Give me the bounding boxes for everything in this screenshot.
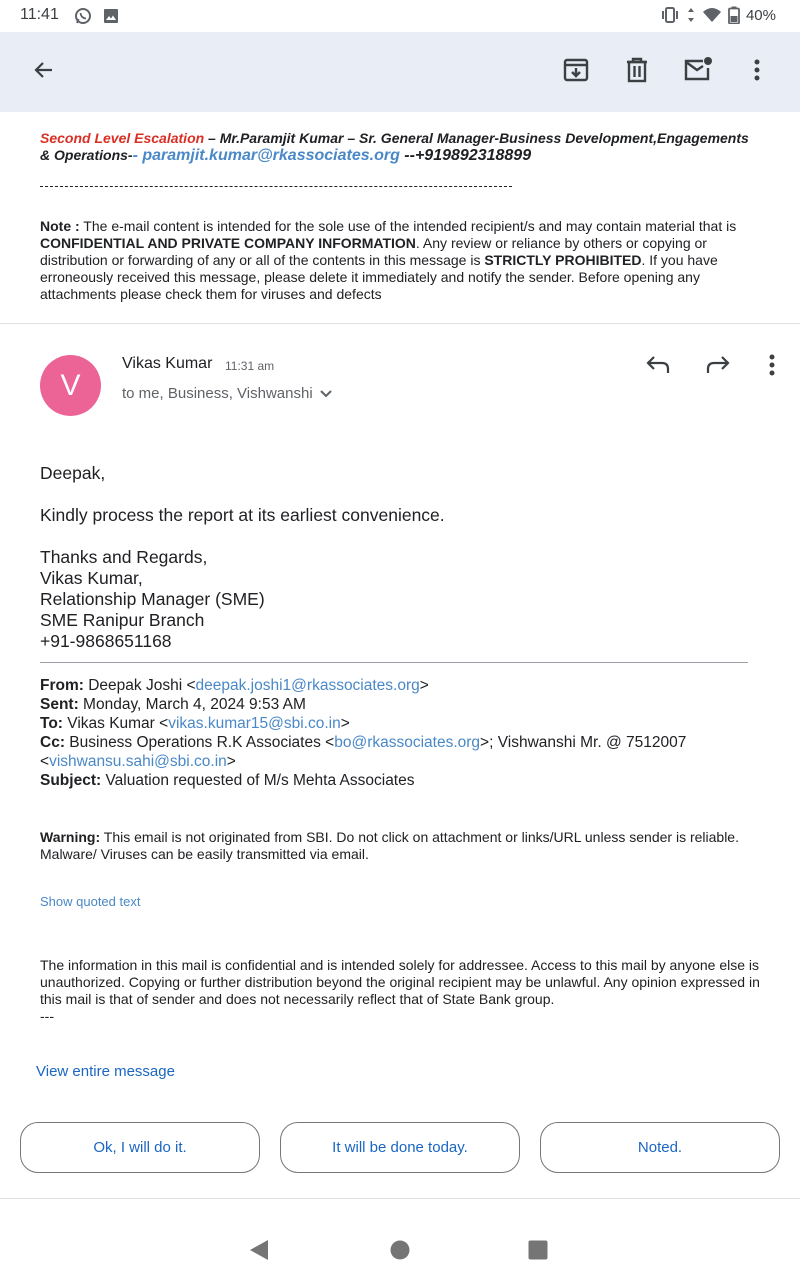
message-body [40, 463, 760, 652]
escalation-email-link[interactable]: paramjit.kumar@rkassociates.org [142, 147, 400, 164]
escalation-line [40, 130, 760, 164]
more-vert-icon [753, 58, 761, 82]
cc-email-link-2[interactable]: vishwansu.sahi@sbi.co.in [49, 753, 227, 770]
disclaimer [40, 957, 760, 1025]
navigation-bar [0, 1199, 800, 1280]
sent-line: Sent: Monday, March 4, 2024 9:53 AM [40, 696, 306, 713]
more-vert-icon [768, 353, 776, 377]
message-more-button[interactable] [752, 345, 792, 385]
forward-icon [705, 355, 731, 375]
vibrate-icon [660, 6, 680, 24]
message-time: 11:31 am [225, 359, 275, 373]
forward-divider [40, 662, 748, 663]
reply-button[interactable] [638, 345, 678, 385]
disclaimer-text: The information in this mail is confidential and is intended solely for addressee. Access to this mail by anyone else is unauthorized. Copying or further distribution beyond the original recipient may be unlawful. Any opinion expressed in this mail is that of sender and does not necessarily reflect that of State Bank group. [40, 957, 760, 1007]
to-email-link[interactable]: vikas.kumar15@sbi.co.in [168, 715, 341, 732]
recipients-toggle[interactable] [122, 385, 333, 402]
escalation-text: – Mr.Paramjit Kumar – Sr. General Manager-Business Development,Engagements & Operations- [40, 130, 749, 163]
delete-button[interactable] [617, 50, 657, 90]
confidentiality-note [40, 218, 760, 303]
signature-branch: SME Ranipur Branch [40, 610, 205, 630]
avatar[interactable]: V [40, 355, 101, 416]
to-line: To: Vikas Kumar <vikas.kumar15@sbi.co.in> [40, 715, 350, 732]
recents-square-icon[interactable] [527, 1239, 549, 1261]
note-text-2: . Any review or reliance by others or copying or distribution or forwarding of any or all of the contents in this message is [40, 235, 707, 268]
forwarded-header [40, 676, 760, 790]
data-arrows-icon [686, 6, 696, 24]
signature-title: Relationship Manager (SME) [40, 589, 265, 609]
wifi-icon [702, 6, 722, 24]
signature-name: Vikas Kumar, [40, 568, 143, 588]
back-arrow-icon [32, 58, 56, 82]
from-line: From: Deepak Joshi <deepak.joshi1@rkassociates.org> [40, 677, 429, 694]
battery-icon [728, 6, 740, 24]
show-quoted-text-link[interactable]: Show quoted text [40, 894, 141, 909]
archive-icon [563, 57, 589, 83]
image-icon [102, 7, 120, 25]
reply-icon [645, 355, 671, 375]
sbi-warning [40, 829, 770, 863]
note-label: Note : [40, 218, 80, 234]
status-bar [0, 0, 800, 32]
app-bar [0, 32, 800, 112]
mark-unread-icon [683, 57, 713, 83]
cc-email-link-1[interactable]: bo@rkassociates.org [334, 734, 481, 751]
subject-line: Subject: Valuation requested of M/s Mehta Associates [40, 772, 415, 789]
forward-button[interactable] [698, 345, 738, 385]
disclaimer-end: --- [40, 1008, 54, 1024]
note-text-1: The e-mail content is intended for the sole use of the intended recipient/s and may contain material that is [79, 218, 737, 234]
note-bold-1: CONFIDENTIAL AND PRIVATE COMPANY INFORMATION [40, 235, 416, 251]
more-options-button[interactable] [737, 50, 777, 90]
chevron-down-icon [319, 389, 333, 399]
view-entire-message-link[interactable]: View entire message [36, 1063, 175, 1080]
message-divider [0, 323, 800, 324]
dashed-divider [40, 186, 512, 187]
recipients-text: to me, Business, Vishwanshi [122, 385, 313, 402]
signature-phone: +91-9868651168 [40, 631, 172, 651]
smart-reply-2[interactable]: It will be done today. [280, 1122, 520, 1173]
archive-button[interactable] [556, 50, 596, 90]
whatsapp-icon [74, 7, 92, 25]
mark-unread-button[interactable] [678, 50, 718, 90]
escalation-label: Second Level Escalation [40, 130, 205, 146]
signature-line: Thanks and Regards, [40, 547, 208, 567]
greeting: Deepak, [40, 463, 106, 483]
status-time: 11:41 [20, 6, 59, 23]
note-bold-2: STRICTLY PROHIBITED [484, 252, 642, 268]
sender-name[interactable]: Vikas Kumar [122, 355, 213, 372]
warning-label: Warning: [40, 829, 101, 845]
back-triangle-icon[interactable] [248, 1239, 270, 1261]
escalation-dash: - [132, 147, 143, 164]
warning-text: This email is not originated from SBI. Do not click on attachment or links/URL unless sender is reliable. Malware/ Viruses can be easily transmitted via email. [40, 829, 739, 862]
body-line: Kindly process the report at its earliest convenience. [40, 505, 445, 525]
escalation-phone: --+919892318899 [399, 147, 532, 164]
battery-percent: 40% [745, 6, 776, 24]
smart-reply-3[interactable]: Noted. [540, 1122, 780, 1173]
cc-line: Cc: Business Operations R.K Associates <bo@rkassociates.org>; Vishwanshi Mr. @ 7512007 <vishwansu.sahi@sbi.co.in> [40, 734, 687, 770]
from-email-link[interactable]: deepak.joshi1@rkassociates.org [195, 677, 420, 694]
delete-icon [625, 57, 649, 83]
smart-reply-1[interactable]: Ok, I will do it. [20, 1122, 260, 1173]
home-circle-icon[interactable] [389, 1239, 411, 1261]
back-button[interactable] [24, 50, 64, 90]
note-text-3: . If you have erroneously received this message, please delete it immediately and notify the sender. Before opening any attachments please check them for viruses and defects [40, 252, 718, 302]
